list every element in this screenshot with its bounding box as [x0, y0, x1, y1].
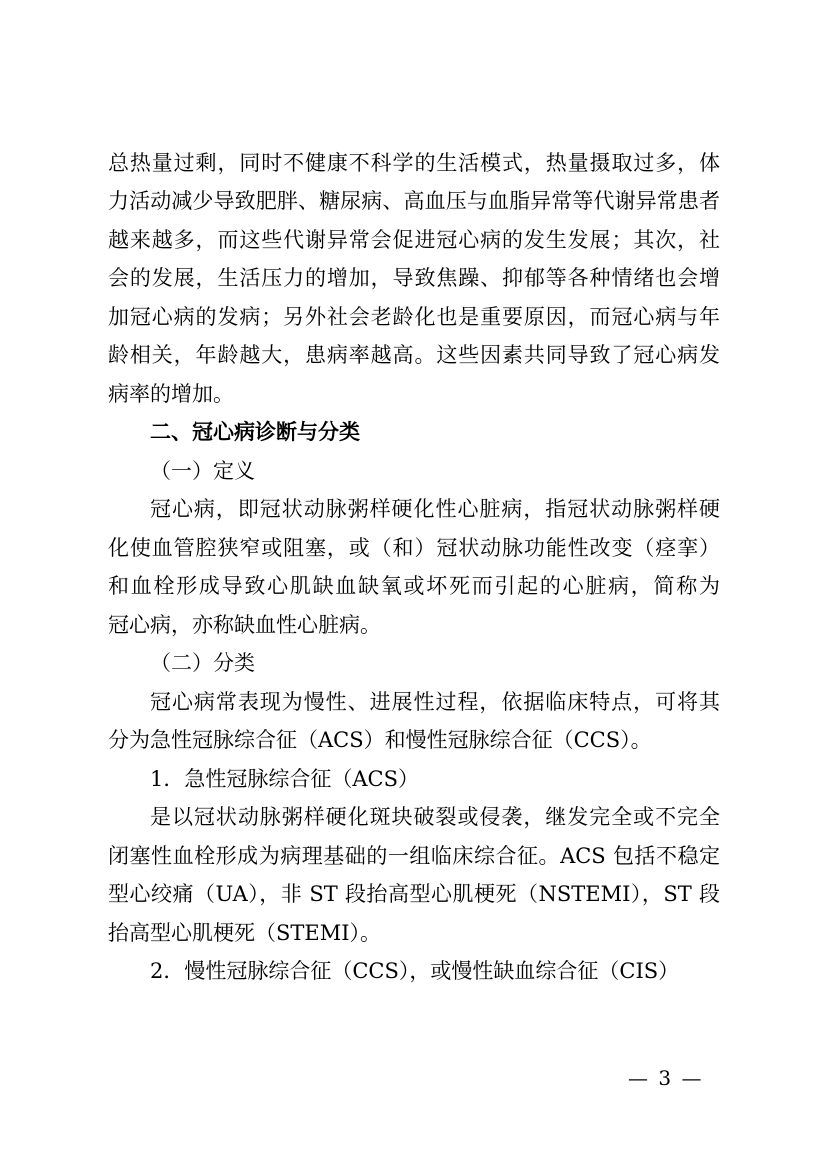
- list-item-heading-acs: 1．急性冠脉综合征（ACS）: [150, 767, 419, 791]
- body-text-line: 冠心病，即冠状动脉粥样硬化性心脏病，指冠状动脉粥样硬: [150, 497, 720, 521]
- body-text-line: 和血栓形成导致心肌缺血缺氧或坏死而引起的心脏病，简称为: [108, 574, 720, 598]
- body-text-line: 是以冠状动脉粥样硬化斑块破裂或侵袭，继发完全或不完全: [150, 805, 720, 829]
- body-text-line: 加冠心病的发病；另外社会老龄化也是重要原因，而冠心病与年: [108, 305, 720, 329]
- body-text-line: 力活动减少导致肥胖、糖尿病、高血压与血脂异常等代谢异常患者: [108, 189, 720, 213]
- body-text-line: 总热量过剩，同时不健康不科学的生活模式，热量摄取过多，体: [108, 151, 720, 175]
- subsection-heading-definition: （一）定义: [150, 459, 255, 483]
- body-text-line: 闭塞性血栓形成为病理基础的一组临床综合征。ACS 包括不稳定: [108, 844, 720, 868]
- body-text-line: 分为急性冠脉综合征（ACS）和慢性冠脉综合征（CCS）。: [108, 728, 652, 752]
- body-text-line: 化使血管腔狭窄或阻塞，或（和）冠状动脉功能性改变（痉挛）: [108, 536, 720, 560]
- body-text-line: 抬高型心肌梗死（STEMI）。: [108, 921, 382, 945]
- body-text-line: 冠心病，亦称缺血性心脏病。: [108, 613, 381, 637]
- body-text-line: 冠心病常表现为慢性、进展性过程，依据临床特点，可将其: [150, 690, 720, 714]
- section-heading: 二、冠心病诊断与分类: [150, 420, 360, 444]
- body-text-line: 会的发展，生活压力的增加，导致焦躁、抑郁等各种情绪也会增: [108, 266, 720, 290]
- page-number: — 3 —: [628, 1066, 704, 1090]
- subsection-heading-classification: （二）分类: [150, 651, 255, 675]
- body-text-line: 病率的增加。: [108, 382, 234, 406]
- body-text-line: 型心绞痛（UA），非 ST 段抬高型心肌梗死（NSTEMI），ST 段: [108, 882, 720, 906]
- body-text-line: 龄相关，年龄越大，患病率越高。这些因素共同导致了冠心病发: [108, 343, 720, 367]
- body-text-line: 越来越多，而这些代谢异常会促进冠心病的发生发展；其次，社: [108, 228, 720, 252]
- list-item-heading-ccs: 2．慢性冠脉综合征（CCS），或慢性缺血综合征（CIS）: [150, 959, 680, 983]
